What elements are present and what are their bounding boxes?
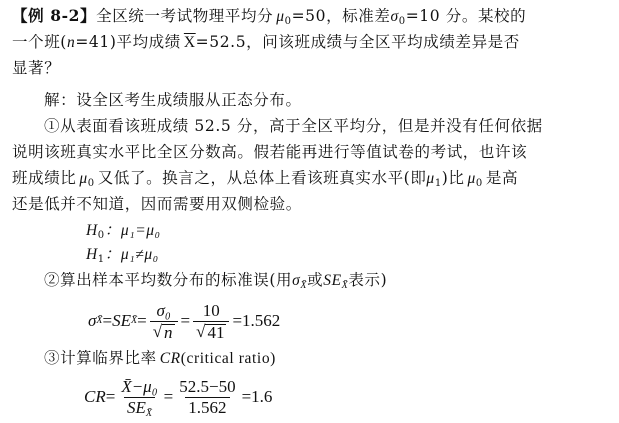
solution-p1-line-3 [12, 168, 611, 189]
cr-symbol: CR [84, 387, 106, 406]
example-text: 显著？ [12, 59, 61, 77]
numerator: 10 [202, 300, 220, 320]
result-value: =1.562 [232, 311, 281, 330]
radicand: n [164, 322, 173, 342]
solution-text: )比 [441, 169, 465, 187]
example-label: 【例 8-2】 [12, 6, 97, 25]
solution-text: 说明该班真实水平比全区分数高。假若能再进行等值试卷的考试，也许该 [12, 143, 528, 161]
equals-sign: = [137, 311, 147, 330]
standard-error-formula: σ X̄ = SE X̄ = σ₀ √ n = 10 √ 41 =1.562 [88, 300, 281, 342]
equals-sign: = [102, 311, 113, 330]
denominator [124, 397, 155, 417]
subscript: 0 [87, 178, 95, 189]
mu-symbol: μ [79, 170, 88, 187]
fraction [193, 302, 229, 341]
hypothesis-expression: ：μ₁≠μ₀ [104, 246, 159, 263]
h-symbol: H [86, 222, 98, 239]
example-text: 全区统一考试物理平均分 [96, 7, 274, 25]
example-text: =41)平均成绩 [75, 33, 181, 51]
fraction [150, 302, 178, 341]
solution-p1-line-4 [12, 194, 611, 214]
subscript: 0 [475, 178, 483, 189]
mu-symbol: μ [276, 8, 285, 25]
step-text: ③计算临界比率 [44, 349, 157, 367]
solution-intro [44, 90, 611, 110]
sigma-symbol: σ [292, 272, 301, 289]
step2-heading [44, 270, 611, 291]
subscript: 0 [398, 16, 406, 27]
numerator: σ₀ [156, 300, 171, 320]
example-text: =50，标准差 [291, 7, 391, 25]
hypothesis-h1 [86, 244, 611, 265]
subscript: 0 [284, 16, 292, 27]
hypothesis-expression: ：μ₁=μ₀ [104, 222, 161, 239]
n-symbol: n [66, 34, 76, 51]
se-symbol: SE [126, 397, 146, 417]
radicand: 41 [207, 322, 225, 342]
step-text: 或 [307, 271, 324, 289]
solution-text: ①从表面看该班成绩 52.5 分，高于全区平均分，但是并没有任何依据 [44, 117, 543, 135]
example-line-1 [12, 6, 611, 27]
cr-symbol: CR [159, 350, 181, 367]
step3-heading [44, 348, 611, 369]
subscript: 1 [434, 178, 442, 189]
step-text: (critical ratio) [180, 350, 276, 367]
solution-text: 是高 [485, 169, 519, 187]
step-text: 表示) [348, 271, 388, 289]
denominator: √ n [150, 321, 178, 341]
solution-text: 班成绩比 [12, 169, 77, 187]
example-text: 一个班( [12, 33, 67, 51]
solution-text: 还是低并不知道，因而需要用双侧检验。 [12, 195, 302, 213]
subscript: 1 [97, 254, 105, 265]
se-symbol: SE [112, 311, 131, 330]
critical-ratio-formula [84, 374, 272, 420]
fraction [176, 378, 238, 417]
solution-p1-line-2 [12, 142, 611, 162]
numerator: X̄−μ₀ [121, 376, 158, 396]
equals-sign: = [180, 311, 191, 330]
subscript: X̄ [300, 280, 308, 291]
example-text: =10 分。某校的 [405, 7, 527, 25]
mu-symbol: μ [467, 170, 476, 187]
solution-text: 解：设全区考生成绩服从正态分布。 [44, 91, 302, 109]
subscript: X̄ [145, 407, 152, 419]
example-text: =52.5，问该班成绩与全区平均成绩差异是否 [195, 33, 520, 51]
hypothesis-h0 [86, 220, 611, 241]
equals-sign: = [163, 387, 174, 406]
subscript: 0 [97, 230, 105, 241]
numerator: 52.5−50 [179, 376, 236, 396]
example-line-2 [12, 32, 611, 53]
subscript: X̄ [341, 280, 349, 291]
se-symbol: SE [323, 272, 342, 289]
sigma-symbol: σ [390, 8, 399, 25]
denominator: 1.562 [185, 397, 229, 417]
x-bar-symbol: $\overline{X}$ [183, 34, 196, 51]
example-line-3 [12, 58, 611, 78]
solution-p1-line-1 [44, 116, 611, 136]
h-symbol: H [86, 246, 98, 263]
result-value: =1.6 [241, 387, 273, 406]
equals-sign: = [105, 387, 116, 406]
solution-text: 又低了。换言之，从总体上看该班真实水平(即 [97, 169, 427, 187]
step-text: ②算出样本平均数分布的标准误(用 [44, 271, 293, 289]
mu-symbol: μ [426, 170, 435, 187]
denominator: √ 41 [193, 321, 229, 341]
fraction [118, 378, 160, 417]
sigma-symbol: σ [88, 311, 97, 330]
